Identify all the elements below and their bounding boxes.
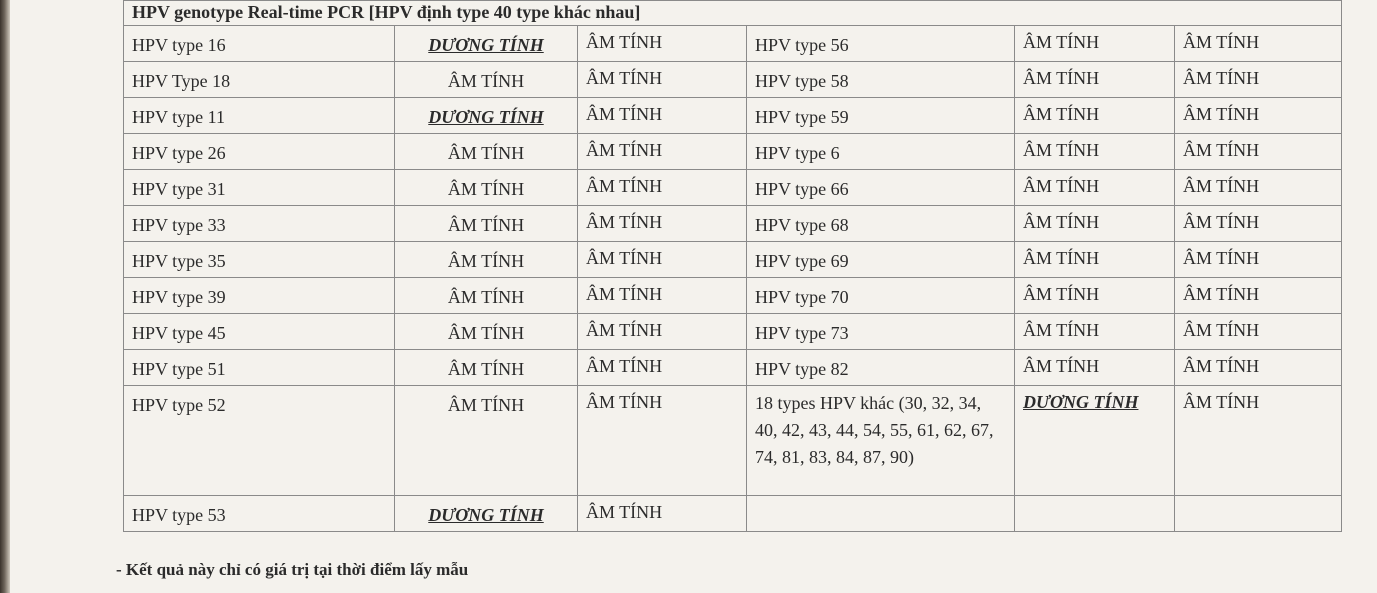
right-type-name: HPV type 6 (747, 134, 1015, 170)
left-type-name: HPV type 16 (124, 26, 395, 62)
right-type-name: HPV type 70 (747, 278, 1015, 314)
right-type-name: HPV type 69 (747, 242, 1015, 278)
left-result: ÂM TÍNH (395, 350, 578, 386)
left-result: ÂM TÍNH (395, 314, 578, 350)
right-reference: ÂM TÍNH (1175, 134, 1342, 170)
left-reference: ÂM TÍNH (578, 26, 747, 62)
left-result: DƯƠNG TÍNH (395, 98, 578, 134)
right-reference: ÂM TÍNH (1175, 350, 1342, 386)
right-result: ÂM TÍNH (1015, 98, 1175, 134)
table-row (124, 62, 1342, 98)
right-result: DƯƠNG TÍNH (1015, 386, 1175, 496)
table-row (124, 26, 1342, 62)
left-reference: ÂM TÍNH (578, 278, 747, 314)
left-reference: ÂM TÍNH (578, 242, 747, 278)
right-type-name: HPV type 56 (747, 26, 1015, 62)
left-result: DƯƠNG TÍNH (395, 496, 578, 532)
right-result (1015, 496, 1175, 532)
right-reference: ÂM TÍNH (1175, 278, 1342, 314)
left-reference: ÂM TÍNH (578, 134, 747, 170)
left-result: ÂM TÍNH (395, 278, 578, 314)
table-row (124, 350, 1342, 386)
left-result: ÂM TÍNH (395, 386, 578, 496)
right-reference: ÂM TÍNH (1175, 386, 1342, 496)
left-type-name: HPV type 52 (124, 386, 395, 496)
table-row (124, 134, 1342, 170)
left-reference: ÂM TÍNH (578, 496, 747, 532)
left-result: ÂM TÍNH (395, 170, 578, 206)
right-reference: ÂM TÍNH (1175, 242, 1342, 278)
right-type-name: HPV type 59 (747, 98, 1015, 134)
right-reference: ÂM TÍNH (1175, 170, 1342, 206)
left-reference: ÂM TÍNH (578, 206, 747, 242)
left-type-name: HPV type 11 (124, 98, 395, 134)
left-type-name: HPV type 51 (124, 350, 395, 386)
other-types-list: 18 types HPV khác (30, 32, 34, 40, 42, 43, 44, 54, 55, 61, 62, 67, 74, 81, 83, 84, 87, 90) (747, 386, 1015, 496)
right-result: ÂM TÍNH (1015, 134, 1175, 170)
left-type-name: HPV type 31 (124, 170, 395, 206)
left-type-name: HPV type 53 (124, 496, 395, 532)
left-type-name: HPV type 45 (124, 314, 395, 350)
left-reference: ÂM TÍNH (578, 350, 747, 386)
right-reference: ÂM TÍNH (1175, 98, 1342, 134)
left-reference: ÂM TÍNH (578, 386, 747, 496)
table-row (124, 206, 1342, 242)
left-result: ÂM TÍNH (395, 206, 578, 242)
left-result: ÂM TÍNH (395, 242, 578, 278)
right-reference: ÂM TÍNH (1175, 26, 1342, 62)
left-result: ÂM TÍNH (395, 134, 578, 170)
right-type-name: HPV type 68 (747, 206, 1015, 242)
left-reference: ÂM TÍNH (578, 98, 747, 134)
right-result: ÂM TÍNH (1015, 206, 1175, 242)
hpv-results-table (123, 0, 1342, 532)
page-edge-shadow (0, 0, 10, 593)
right-result: ÂM TÍNH (1015, 278, 1175, 314)
notes-section (116, 556, 468, 584)
left-type-name: HPV Type 18 (124, 62, 395, 98)
right-result: ÂM TÍNH (1015, 242, 1175, 278)
left-result: DƯƠNG TÍNH (395, 26, 578, 62)
table-title: HPV genotype Real-time PCR [HPV định type 40 type khác nhau] (124, 1, 1342, 26)
right-reference: ÂM TÍNH (1175, 314, 1342, 350)
right-type-name (747, 496, 1015, 532)
right-type-name: HPV type 58 (747, 62, 1015, 98)
right-type-name: HPV type 73 (747, 314, 1015, 350)
table-row (124, 170, 1342, 206)
right-reference (1175, 496, 1342, 532)
right-result: ÂM TÍNH (1015, 350, 1175, 386)
left-type-name: HPV type 39 (124, 278, 395, 314)
table-row (124, 314, 1342, 350)
right-result: ÂM TÍNH (1015, 314, 1175, 350)
table-row (124, 278, 1342, 314)
right-reference: ÂM TÍNH (1175, 206, 1342, 242)
left-reference: ÂM TÍNH (578, 170, 747, 206)
left-type-name: HPV type 26 (124, 134, 395, 170)
left-result: ÂM TÍNH (395, 62, 578, 98)
right-type-name: HPV type 66 (747, 170, 1015, 206)
left-reference: ÂM TÍNH (578, 62, 747, 98)
table-row (124, 98, 1342, 134)
table-row (124, 496, 1342, 532)
table-row (124, 242, 1342, 278)
left-type-name: HPV type 33 (124, 206, 395, 242)
right-reference: ÂM TÍNH (1175, 62, 1342, 98)
right-result: ÂM TÍNH (1015, 170, 1175, 206)
right-result: ÂM TÍNH (1015, 62, 1175, 98)
table-row (124, 386, 1342, 496)
left-type-name: HPV type 35 (124, 242, 395, 278)
right-result: ÂM TÍNH (1015, 26, 1175, 62)
right-type-name: HPV type 82 (747, 350, 1015, 386)
left-reference: ÂM TÍNH (578, 314, 747, 350)
note-line: - Kết quả này chỉ có giá trị tại thời điểm lấy mẫu (116, 560, 469, 579)
